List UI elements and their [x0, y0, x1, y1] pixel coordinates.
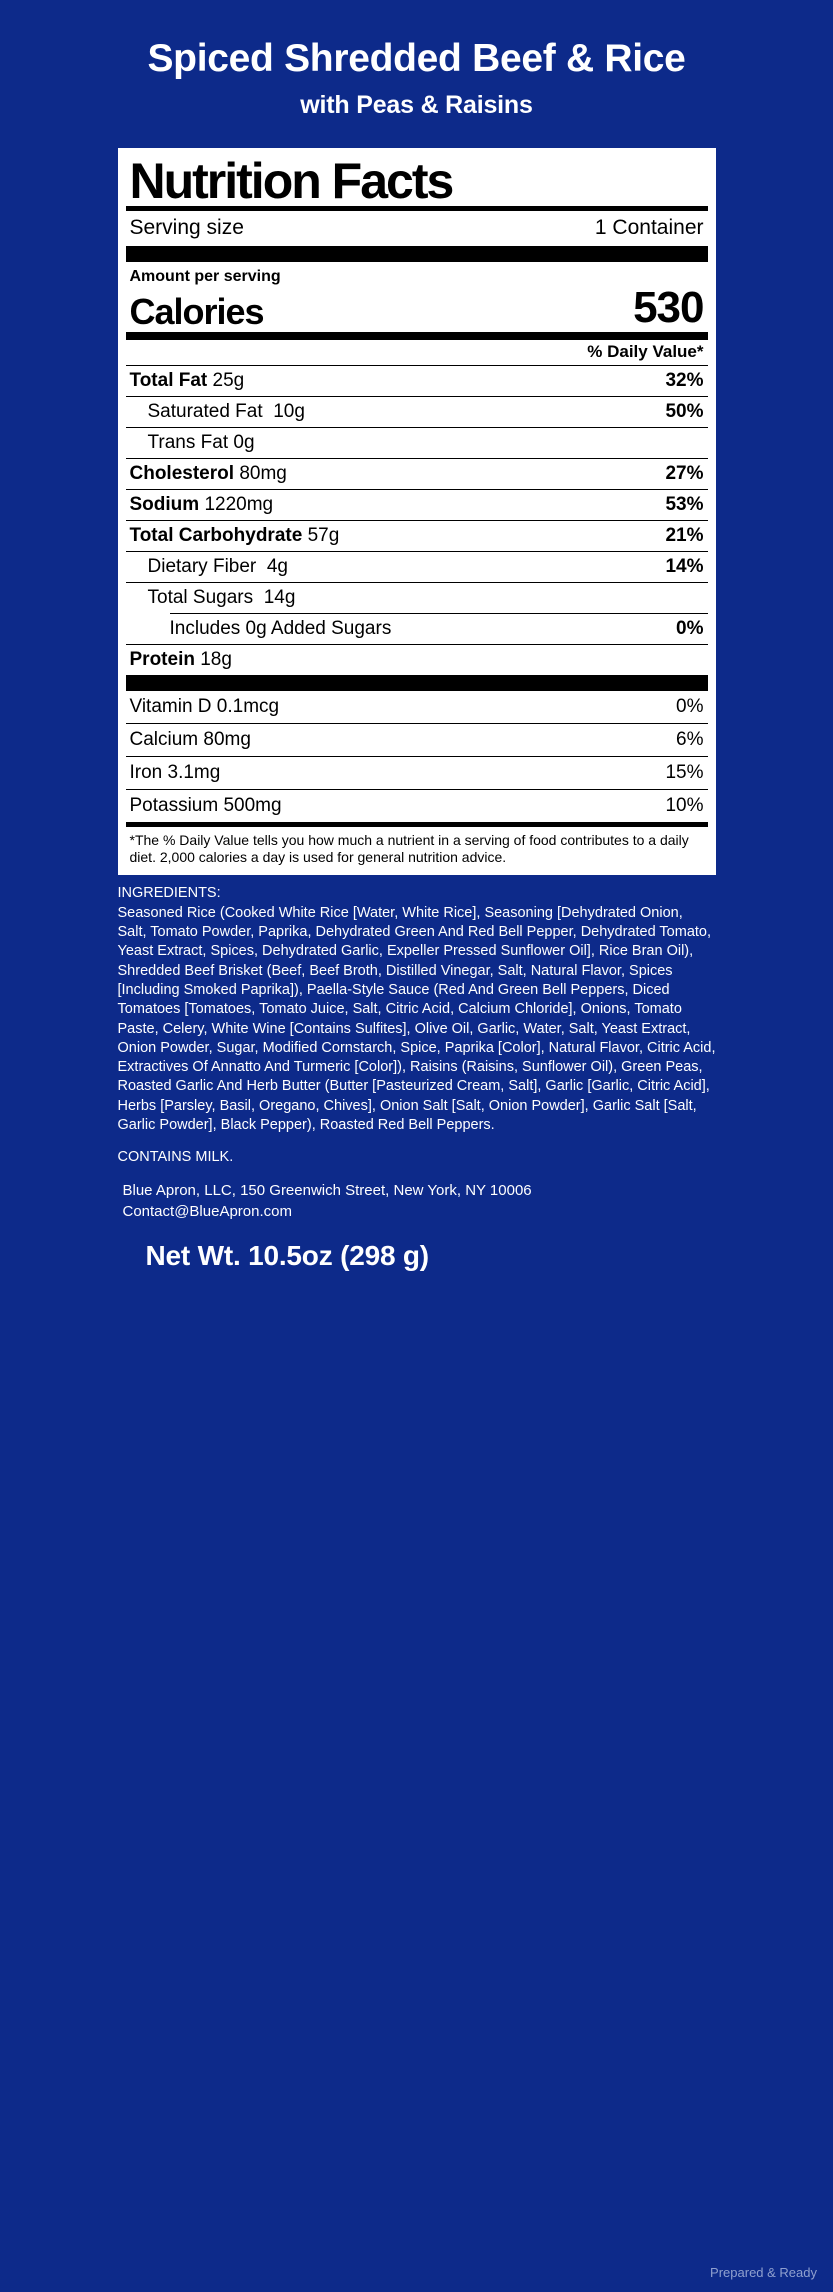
calories-label: Calories: [129, 290, 264, 332]
allergen-statement: CONTAINS MILK.: [117, 1149, 234, 1166]
nutrient-dv: 53%: [665, 493, 704, 515]
header: [0, 0, 833, 120]
micronutrient-row: [126, 724, 708, 756]
nutrient-name: Saturated Fat: [147, 400, 263, 422]
nutrient-amount: 10g: [273, 400, 305, 422]
nutrient-name: Protein: [129, 648, 195, 670]
daily-value-footnote: *The % Daily Value tells you how much a nutrient in a serving of food contributes to a daily diet. 2,000 calories a day is used for general nutrition advice.: [129, 831, 689, 866]
nutrient-amount: 14g: [263, 586, 296, 608]
nutrient-row: [126, 366, 708, 396]
micronutrient-dv: 6%: [676, 728, 704, 750]
micronutrient-dv: 10%: [665, 794, 704, 816]
micronutrient-dv: 15%: [665, 761, 704, 783]
micronutrient-name: Iron 3.1mg: [129, 761, 221, 783]
nutrient-row: [126, 397, 708, 427]
nutrition-panel-title: Nutrition Facts: [129, 152, 453, 209]
nutrient-amount: 0g: [233, 431, 255, 453]
nutrient-row: [126, 583, 708, 613]
nutrient-name: Total Fat: [129, 369, 208, 391]
nutrient-row: [126, 614, 708, 644]
nutrient-row: [126, 552, 708, 582]
calories-row: [126, 282, 708, 332]
nutrient-name: Includes 0g Added Sugars: [169, 617, 392, 639]
net-weight: Net Wt. 10.5oz (298 g): [145, 1239, 429, 1271]
micronutrient-row: [126, 691, 708, 723]
daily-value-header: % Daily Value*: [587, 341, 704, 361]
nutrient-name: Total Sugars: [147, 586, 254, 608]
nutrient-dv: 21%: [665, 524, 704, 546]
nutrient-name: Sodium: [129, 493, 200, 515]
nutrient-amount: 25g: [212, 369, 245, 391]
nutrient-dv: 50%: [665, 400, 704, 422]
amount-per-serving-label: Amount per serving: [129, 267, 281, 285]
ingredients-block: [118, 885, 716, 1272]
serving-size-label: Serving size: [129, 215, 244, 239]
nutrient-amount: 1220mg: [204, 493, 274, 515]
company-contact-email: Contact@BlueApron.com: [122, 1202, 292, 1220]
nutrient-dv: 32%: [665, 369, 704, 391]
nutrient-dv: 27%: [665, 462, 704, 484]
micronutrient-dv: 0%: [676, 695, 704, 717]
nutrition-facts-panel: [118, 148, 716, 875]
nutrient-row: [126, 645, 708, 675]
calories-value: 530: [633, 282, 704, 332]
nutrient-row: [126, 459, 708, 489]
company-address: Blue Apron, LLC, 150 Greenwich Street, New York, NY 10006: [122, 1182, 532, 1200]
nutrient-name: Total Carbohydrate: [129, 524, 303, 546]
serving-size-value: 1 Container: [594, 215, 704, 239]
ingredients-heading: INGREDIENTS:: [117, 884, 221, 901]
nutrient-amount: 57g: [307, 524, 340, 546]
ingredients-text: Seasoned Rice (Cooked White Rice [Water, White Rice], Seasoning [Dehydrated Onion, Salt, Tomato Powder, Paprika, Dehydrated Green And Red Bell Pepper, Dehydrated Tomato, Yeast Extract, Spices, Dehydrated Garlic, Expeller Pressed Sunflower Oil], Rice Bran Oil), Shredded Beef Brisket (Beef, Beef Broth, Distilled Vinegar, Salt, Natural Flavor, Spices [Including Smoked Paprika]), Paella-Style Sauce (Red And Green Bell Peppers, Diced Tomatoes [Tomatoes, Tomato Juice, Salt, Citric Acid, Calcium Chloride], Onions, Tomato Paste, Celery, White Wine [Contains Sulfites], Olive Oil, Garlic, Water, Salt, Yeast Extract, Onion Powder, Sugar, Modified Cornstarch, Spice, Paprika [Color], Natural Flavor, Citric Acid, Extractives Of Annatto And Turmeric [Color]), Raisins (Raisins, Sunflower Oil), Green Peas, Roasted Garlic And Herb Butter (Butter [Pasteurized Cream, Salt], Garlic [Garlic, Citric Acid], Herbs [Parsley, Basil, Oregano, Chives], Onion Salt [Salt, Onion Powder], Garlic Salt [Salt, Garlic Powder], Black Pepper), Roasted Red Bell Peppers.: [117, 904, 716, 1133]
page-title: Spiced Shredded Beef & Rice: [147, 37, 686, 80]
nutrient-amount: 18g: [200, 648, 232, 670]
nutrient-name: Trans Fat: [147, 431, 229, 453]
nutrient-amount: 80mg: [239, 462, 287, 484]
micronutrient-row: [126, 757, 708, 789]
product-subtitle: with Peas & Raisins: [300, 90, 533, 119]
micronutrient-row: [126, 790, 708, 822]
micronutrient-name: Calcium 80mg: [129, 728, 251, 750]
nutrient-dv: 0%: [676, 617, 704, 639]
footer-tagline: Prepared & Ready: [710, 2265, 817, 2280]
nutrient-row: [126, 521, 708, 551]
micronutrient-name: Potassium 500mg: [129, 794, 282, 816]
nutrient-name: Cholesterol: [129, 462, 235, 484]
nutrient-dv: 14%: [665, 555, 704, 577]
nutrient-row: [126, 490, 708, 520]
serving-size-row: [126, 211, 708, 246]
nutrient-name: Dietary Fiber: [147, 555, 257, 577]
nutrient-amount: 4g: [266, 555, 288, 577]
micronutrient-name: Vitamin D 0.1mcg: [129, 695, 280, 717]
nutrient-row: [126, 428, 708, 458]
